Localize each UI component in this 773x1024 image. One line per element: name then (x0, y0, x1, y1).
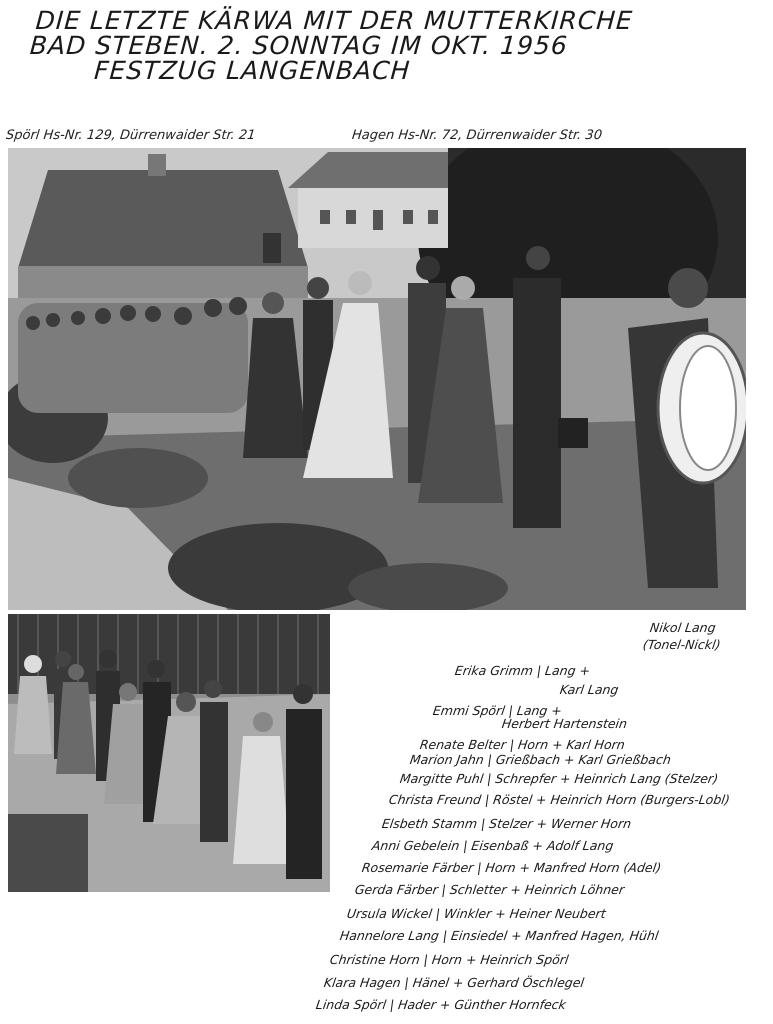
list-item: Hannelore Lang | Einsiedel + Manfred Hagen, Hühl (338, 928, 660, 943)
list-item: Karl Lang (558, 682, 620, 697)
title-line-2: BAD STEBEN. 2. SONNTAG IM OKT. 1956 (28, 31, 569, 60)
list-item: Renate Belter | Horn + Karl Horn (418, 737, 626, 752)
list-item: Rosemarie Färber | Horn + Manfred Horn (Adel) (360, 860, 663, 875)
list-item: Margitte Puhl | Schrepfer + Heinrich Lang (Stelzer) (398, 771, 720, 786)
list-item: Herbert Hartenstein (500, 716, 629, 731)
list-item: Marion Jahn | Grießbach + Karl Grießbach (408, 752, 672, 767)
caption-left: Spörl Hs-Nr. 129, Dürrenwaider Str. 21 (5, 128, 257, 143)
list-item: Anni Gebelein | Eisenbaß + Adolf Lang (370, 838, 615, 853)
list-item: Ursula Wickel | Winkler + Heiner Neubert (345, 906, 607, 921)
list-item: Klara Hagen | Hänel + Gerhard Öschlegel (322, 975, 586, 990)
list-item: Linda Spörl | Hader + Günther Hornfeck (314, 997, 567, 1012)
title-line-3: FESTZUG LANGENBACH (93, 56, 412, 85)
list-item: Elsbeth Stamm | Stelzer + Werner Horn (380, 816, 633, 831)
drummer-nickname: (Tonel-Nickl) (641, 637, 722, 652)
caption-right: Hagen Hs-Nr. 72, Dürrenwaider Str. 30 (351, 128, 603, 143)
drummer-name: Nikol Lang (648, 620, 717, 635)
list-item: Gerda Färber | Schletter + Heinrich Löhner (353, 882, 626, 897)
title-line-1: DIE LETZTE KÄRWA MIT DER MUTTERKIRCHE (34, 6, 634, 35)
list-item: Emmi Spörl | Lang + (431, 703, 563, 718)
list-item: Christa Freund | Röstel + Heinrich Horn (Burgers-Lobl) (387, 792, 731, 807)
list-item: Erika Grimm | Lang + (453, 663, 592, 678)
list-item: Christine Horn | Horn + Heinrich Spörl (328, 952, 570, 967)
